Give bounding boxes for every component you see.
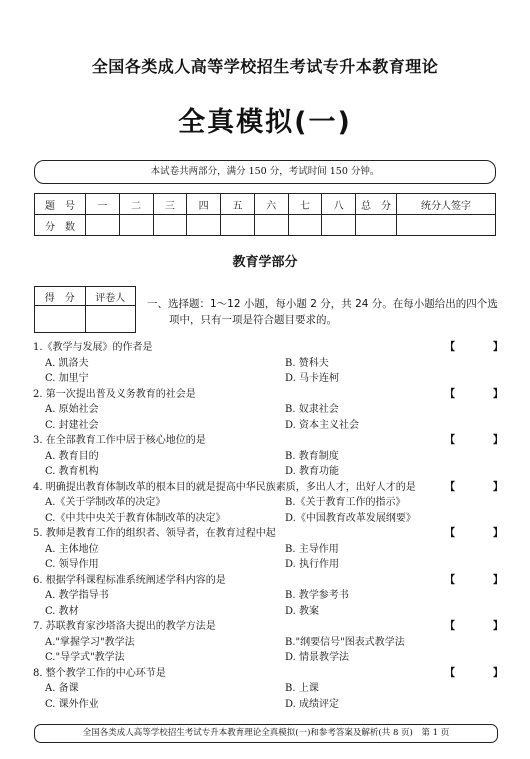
page-title: 全真模拟(一) bbox=[178, 107, 352, 138]
option-b: B. 赞科夫 bbox=[285, 357, 329, 369]
option-d: D. 成绩评定 bbox=[285, 698, 340, 710]
column-header: 七 bbox=[288, 194, 322, 215]
bracket-close: 】 bbox=[493, 342, 503, 353]
answer-bracket[interactable] bbox=[445, 340, 503, 356]
score-cell[interactable] bbox=[187, 215, 221, 236]
answer-bracket[interactable] bbox=[445, 526, 503, 542]
question-item bbox=[33, 433, 503, 480]
answer-bracket[interactable] bbox=[445, 666, 503, 682]
option-b: B. 上课 bbox=[285, 683, 319, 694]
question-item bbox=[33, 619, 503, 666]
question-stem: 4. 明确提出教育体制改革的根本目的就是提高中华民族素质，多出人才，出好人才的是 bbox=[33, 481, 416, 493]
instructions-line: 一、选择题：1～12 小题，每小题 2 分，共 24 分。在每小题给出的四个选 bbox=[147, 298, 498, 310]
score-cell[interactable] bbox=[153, 215, 187, 236]
bracket-close: 】 bbox=[493, 481, 503, 493]
row-label: 题 号 bbox=[35, 194, 86, 215]
question-item bbox=[33, 480, 503, 527]
option-c: C."导学式"教学法 bbox=[45, 652, 125, 663]
option-a: A. 主体地位 bbox=[45, 543, 99, 555]
question-stem: 6. 根据学科课程标准系统阐述学科内容的是 bbox=[33, 574, 226, 586]
option-c: C. 教材 bbox=[45, 605, 79, 617]
option-a: A.《关于学制改革的决定》 bbox=[45, 497, 166, 508]
option-d: D. 马卡连柯 bbox=[285, 373, 340, 384]
instructions-line: 项中，只有一项是符合题目要求的。 bbox=[169, 314, 337, 326]
answer-bracket[interactable] bbox=[445, 387, 503, 403]
score-cell[interactable] bbox=[288, 215, 322, 236]
score-table bbox=[34, 193, 496, 236]
option-b: B. 教学参考书 bbox=[285, 590, 349, 601]
score-cell[interactable] bbox=[221, 215, 255, 236]
column-header: 八 bbox=[322, 194, 356, 215]
option-d: D.《中国教育改革发展纲要》 bbox=[285, 512, 416, 524]
option-a: A. 教学指导书 bbox=[45, 590, 109, 601]
question-number-row bbox=[35, 194, 496, 215]
question-stem: 2. 第一次提出普及义务教育的社会是 bbox=[33, 388, 196, 400]
answer-bracket[interactable] bbox=[445, 433, 503, 449]
option-c: C. 加里宁 bbox=[45, 373, 89, 384]
option-c: C. 封建社会 bbox=[45, 419, 99, 431]
option-b: B.《关于教育工作的指示》 bbox=[285, 497, 406, 508]
exam-series-subtitle: 全国各类成人高等学校招生考试专升本教育理论 bbox=[91, 57, 439, 76]
bracket-open: 【 bbox=[445, 621, 455, 632]
score-cell[interactable] bbox=[86, 215, 120, 236]
option-a: A. 原始社会 bbox=[45, 404, 99, 415]
bracket-open: 【 bbox=[445, 388, 455, 400]
bracket-open: 【 bbox=[445, 481, 455, 493]
score-entry-cell[interactable] bbox=[35, 306, 86, 333]
exam-notice: 本试卷共两部分，满分 150 分，考试时间 150 分钟。 bbox=[34, 160, 496, 184]
bracket-close: 】 bbox=[493, 667, 503, 679]
bracket-close: 】 bbox=[493, 388, 503, 400]
answer-bracket[interactable] bbox=[445, 573, 503, 589]
bracket-open: 【 bbox=[445, 435, 455, 446]
question-list bbox=[33, 340, 503, 712]
question-item bbox=[33, 573, 503, 620]
option-a: A. 凯洛夫 bbox=[45, 357, 89, 369]
option-c: C. 教育机构 bbox=[45, 466, 99, 477]
column-header: 二 bbox=[119, 194, 153, 215]
row-label: 分 数 bbox=[35, 215, 86, 236]
question-item bbox=[33, 666, 503, 713]
bracket-close: 】 bbox=[493, 528, 503, 539]
bracket-open: 【 bbox=[445, 574, 455, 586]
option-b: B. 奴隶社会 bbox=[285, 404, 339, 415]
column-header: 四 bbox=[187, 194, 221, 215]
question-stem: 8. 整个教学工作的中心环节是 bbox=[33, 667, 166, 679]
score-label: 得 分 bbox=[35, 287, 86, 306]
bracket-close: 】 bbox=[493, 574, 503, 586]
option-c: C. 课外作业 bbox=[45, 698, 99, 710]
score-row bbox=[35, 215, 496, 236]
reviewer-label: 评卷人 bbox=[85, 287, 136, 306]
option-b: B. 教育制度 bbox=[285, 450, 339, 462]
question-item bbox=[33, 526, 503, 573]
question-item bbox=[33, 387, 503, 434]
bracket-close: 】 bbox=[493, 435, 503, 446]
column-header: 一 bbox=[86, 194, 120, 215]
option-d: D. 情景教学法 bbox=[285, 652, 350, 663]
question-stem: 7. 苏联教育家沙塔洛夫提出的教学方法是 bbox=[33, 621, 216, 632]
option-d: D. 教案 bbox=[285, 605, 320, 617]
column-header: 六 bbox=[254, 194, 288, 215]
option-a: A. 备课 bbox=[45, 683, 79, 694]
option-b: B. 主导作用 bbox=[285, 543, 339, 555]
score-cell[interactable] bbox=[322, 215, 356, 236]
option-a: A. 教育目的 bbox=[45, 450, 99, 462]
option-a: A."掌握学习"教学法 bbox=[45, 636, 135, 648]
score-cell[interactable] bbox=[119, 215, 153, 236]
column-header: 三 bbox=[153, 194, 187, 215]
question-stem: 3. 在全部教育工作中居于核心地位的是 bbox=[33, 435, 206, 446]
signer-header: 统分人签字 bbox=[397, 194, 496, 215]
option-d: D. 教育功能 bbox=[285, 466, 340, 477]
option-d: D. 资本主义社会 bbox=[285, 419, 360, 431]
page-footer: 全国各类成人高等学校招生考试专升本教育理论全真模拟(一)和参考答案及解析(共 8 页) 第 1 页 bbox=[34, 724, 498, 743]
bracket-close: 】 bbox=[493, 621, 503, 632]
section-title: 教育学部分 bbox=[232, 255, 298, 270]
option-c: C. 领导作用 bbox=[45, 559, 99, 570]
option-d: D. 执行作用 bbox=[285, 559, 340, 570]
option-b: B."纲要信号"图表式教学法 bbox=[285, 636, 405, 648]
grader-box bbox=[34, 286, 136, 333]
bracket-open: 【 bbox=[445, 528, 455, 539]
column-header: 总 分 bbox=[356, 194, 397, 215]
question-stem: 5. 教师是教育工作的组织者、领导者，在教育过程中起 bbox=[33, 528, 276, 539]
bracket-open: 【 bbox=[445, 342, 455, 353]
score-cell[interactable] bbox=[356, 215, 397, 236]
answer-bracket[interactable] bbox=[445, 619, 503, 635]
signer-cell[interactable] bbox=[397, 215, 496, 236]
score-cell[interactable] bbox=[254, 215, 288, 236]
answer-bracket[interactable] bbox=[445, 480, 503, 496]
section-instructions bbox=[147, 296, 507, 328]
bracket-open: 【 bbox=[445, 667, 455, 679]
reviewer-entry-cell[interactable] bbox=[85, 306, 136, 333]
column-header: 五 bbox=[221, 194, 255, 215]
option-c: C.《中共中央关于教育体制改革的决定》 bbox=[45, 512, 226, 524]
question-item bbox=[33, 340, 503, 387]
question-stem: 1.《教学与发展》的作者是 bbox=[33, 342, 153, 353]
